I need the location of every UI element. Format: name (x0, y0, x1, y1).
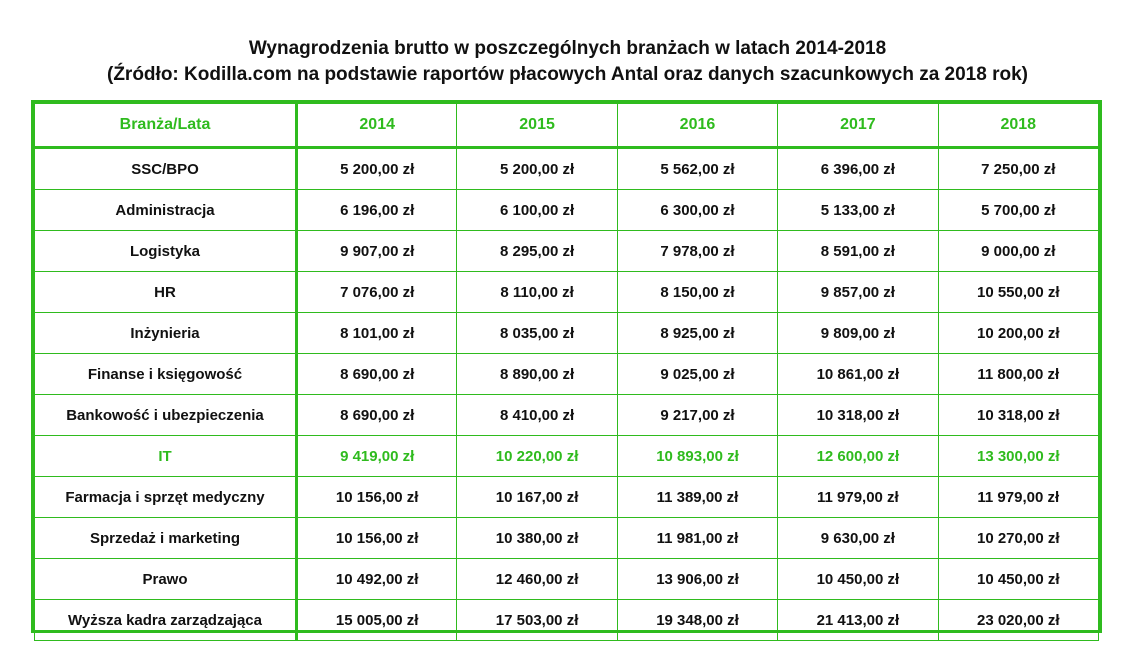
salary-cell: 5 562,00 zł (617, 148, 777, 190)
header-year-2015: 2015 (457, 104, 617, 148)
salary-cell: 10 380,00 zł (457, 518, 617, 559)
title-line-2: (Źródło: Kodilla.com na podstawie raportów płacowych Antal oraz danych szacunkowych za 2018 rok) (107, 64, 1028, 85)
salary-cell: 10 318,00 zł (938, 395, 1098, 436)
salary-cell: 5 700,00 zł (938, 190, 1098, 231)
salary-cell: 12 460,00 zł (457, 559, 617, 600)
table-row (35, 231, 1099, 272)
salary-cell: 21 413,00 zł (778, 600, 938, 641)
salary-cell: 9 809,00 zł (778, 313, 938, 354)
salary-cell: 6 300,00 zł (617, 190, 777, 231)
salary-cell: 10 318,00 zł (778, 395, 938, 436)
salary-cell: 8 690,00 zł (297, 354, 457, 395)
salary-cell: 6 396,00 zł (778, 148, 938, 190)
branch-cell: Sprzedaż i marketing (35, 518, 297, 559)
header-branch: Branża/Lata (35, 104, 297, 148)
salary-table (34, 103, 1099, 641)
table-row (35, 559, 1099, 600)
branch-cell: Bankowość i ubezpieczenia (35, 395, 297, 436)
salary-cell: 7 250,00 zł (938, 148, 1098, 190)
salary-cell: 8 690,00 zł (297, 395, 457, 436)
header-year-2016: 2016 (617, 104, 777, 148)
header-year-2018: 2018 (938, 104, 1098, 148)
branch-cell: Prawo (35, 559, 297, 600)
salary-cell: 7 076,00 zł (297, 272, 457, 313)
page-title (0, 36, 1135, 88)
table-row (35, 436, 1099, 477)
salary-cell: 13 906,00 zł (617, 559, 777, 600)
salary-cell: 9 217,00 zł (617, 395, 777, 436)
salary-cell: 10 893,00 zł (617, 436, 777, 477)
salary-cell: 9 419,00 zł (297, 436, 457, 477)
salary-cell: 13 300,00 zł (938, 436, 1098, 477)
table-row (35, 313, 1099, 354)
salary-cell: 10 156,00 zł (297, 518, 457, 559)
salary-cell: 7 978,00 zł (617, 231, 777, 272)
title-line-1: Wynagrodzenia brutto w poszczególnych branżach w latach 2014-2018 (248, 38, 887, 59)
salary-cell: 11 979,00 zł (778, 477, 938, 518)
salary-cell: 8 110,00 zł (457, 272, 617, 313)
salary-cell: 8 295,00 zł (457, 231, 617, 272)
salary-cell: 8 101,00 zł (297, 313, 457, 354)
salary-cell: 10 156,00 zł (297, 477, 457, 518)
branch-cell: SSC/BPO (35, 148, 297, 190)
salary-cell: 10 450,00 zł (778, 559, 938, 600)
salary-cell: 5 200,00 zł (297, 148, 457, 190)
branch-cell: Inżynieria (35, 313, 297, 354)
table-row (35, 272, 1099, 313)
salary-cell: 12 600,00 zł (778, 436, 938, 477)
salary-cell: 6 196,00 zł (297, 190, 457, 231)
salary-cell: 11 389,00 zł (617, 477, 777, 518)
table-header-row (35, 104, 1099, 148)
branch-cell: IT (35, 436, 297, 477)
table-body (35, 148, 1099, 641)
salary-cell: 10 861,00 zł (778, 354, 938, 395)
salary-cell: 10 200,00 zł (938, 313, 1098, 354)
branch-cell: Farmacja i sprzęt medyczny (35, 477, 297, 518)
table-row (35, 518, 1099, 559)
table-row (35, 190, 1099, 231)
header-year-2014: 2014 (297, 104, 457, 148)
table-row (35, 600, 1099, 641)
salary-cell: 9 907,00 zł (297, 231, 457, 272)
salary-cell: 8 925,00 zł (617, 313, 777, 354)
branch-cell: Administracja (35, 190, 297, 231)
table-row (35, 477, 1099, 518)
branch-cell: Logistyka (35, 231, 297, 272)
salary-cell: 17 503,00 zł (457, 600, 617, 641)
salary-cell: 10 550,00 zł (938, 272, 1098, 313)
table-row (35, 395, 1099, 436)
salary-cell: 8 150,00 zł (617, 272, 777, 313)
salary-cell: 10 492,00 zł (297, 559, 457, 600)
salary-cell: 11 800,00 zł (938, 354, 1098, 395)
salary-cell: 8 410,00 zł (457, 395, 617, 436)
salary-cell: 10 270,00 zł (938, 518, 1098, 559)
salary-cell: 9 000,00 zł (938, 231, 1098, 272)
table-row (35, 354, 1099, 395)
salary-cell: 11 979,00 zł (938, 477, 1098, 518)
branch-cell: HR (35, 272, 297, 313)
salary-cell: 11 981,00 zł (617, 518, 777, 559)
salary-cell: 15 005,00 zł (297, 600, 457, 641)
salary-cell: 5 133,00 zł (778, 190, 938, 231)
salary-cell: 10 220,00 zł (457, 436, 617, 477)
header-year-2017: 2017 (778, 104, 938, 148)
salary-cell: 9 630,00 zł (778, 518, 938, 559)
salary-cell: 9 025,00 zł (617, 354, 777, 395)
salary-cell: 8 890,00 zł (457, 354, 617, 395)
salary-cell: 10 450,00 zł (938, 559, 1098, 600)
salary-cell: 5 200,00 zł (457, 148, 617, 190)
salary-cell: 6 100,00 zł (457, 190, 617, 231)
table-row (35, 148, 1099, 190)
branch-cell: Finanse i księgowość (35, 354, 297, 395)
salary-cell: 9 857,00 zł (778, 272, 938, 313)
salary-cell: 8 035,00 zł (457, 313, 617, 354)
salary-cell: 8 591,00 zł (778, 231, 938, 272)
branch-cell: Wyższa kadra zarządzająca (35, 600, 297, 641)
salary-cell: 10 167,00 zł (457, 477, 617, 518)
salary-cell: 23 020,00 zł (938, 600, 1098, 641)
salary-cell: 19 348,00 zł (617, 600, 777, 641)
salary-table-frame (31, 100, 1102, 633)
